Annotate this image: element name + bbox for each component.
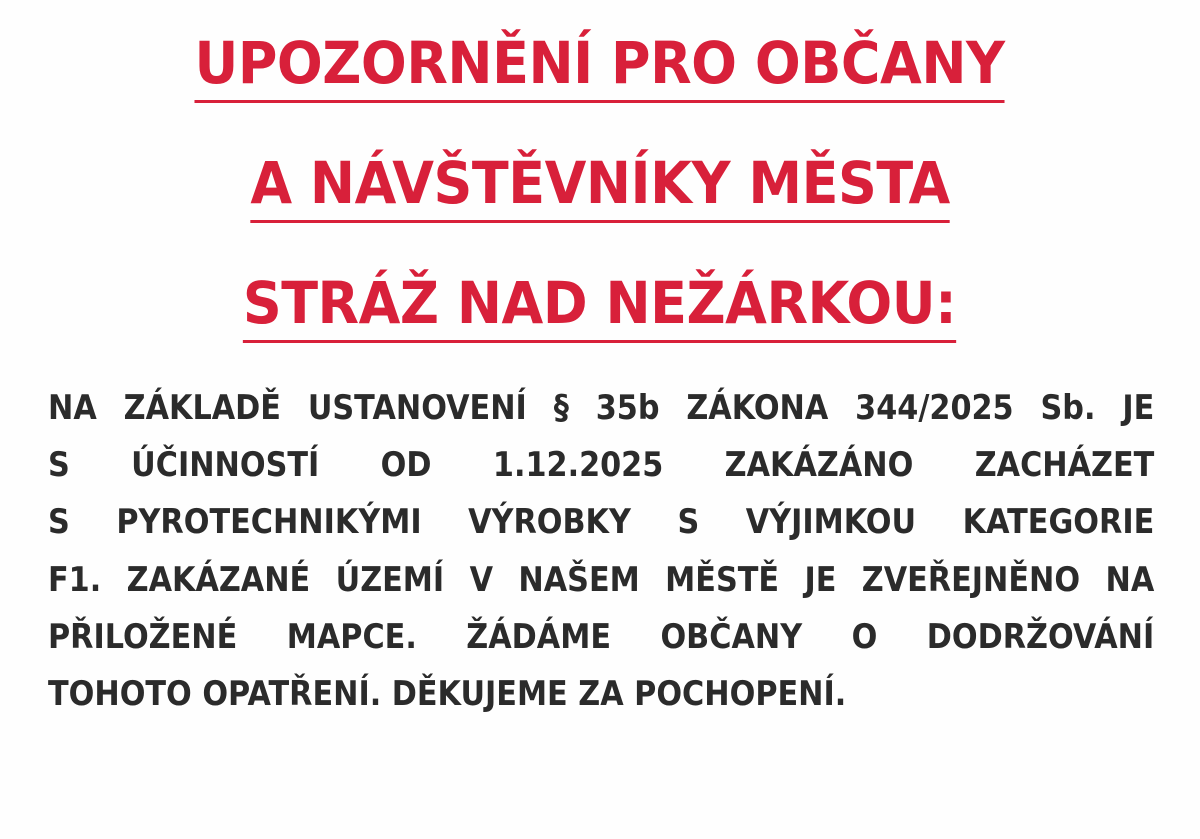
notice-body-line-3: S PYROTECHNIKÝMI VÝROBKY S VÝJIMKOU KATEGORIE bbox=[48, 502, 1155, 543]
notice-body bbox=[48, 386, 1154, 729]
notice-body-line-5: PŘILOŽENÉ MAPCE. ŽÁDÁME OBČANY O DODRŽOVÁNÍ bbox=[48, 616, 1155, 657]
notice-title-text-3: STRÁŽ NAD NEŽÁRKOU: bbox=[243, 270, 956, 343]
notice-title-text-2: A NÁVŠTĚVNÍKY MĚSTA bbox=[250, 150, 949, 223]
notice-body-line-2: S ÚČINNOSTÍ OD 1.12.2025 ZAKÁZÁNO ZACHÁZET bbox=[48, 445, 1155, 486]
notice-body-line-4: F1. ZAKÁZANÉ ÚZEMÍ V NAŠEM MĚSTĚ JE ZVEŘEJNĚNO NA bbox=[48, 559, 1155, 600]
notice-title-line-1 bbox=[0, 30, 1200, 103]
notice-title-line-3 bbox=[0, 270, 1200, 343]
notice-title-line-2 bbox=[0, 150, 1200, 223]
notice-title-text-1: UPOZORNĚNÍ PRO OBČANY bbox=[195, 30, 1005, 103]
notice-body-line-1: NA ZÁKLADĚ USTANOVENÍ § 35b ZÁKONA 344/2025 Sb. JE bbox=[48, 388, 1155, 428]
notice-body-line-6: TOHOTO OPATŘENÍ. DĚKUJEME ZA POCHOPENÍ. bbox=[48, 673, 847, 714]
